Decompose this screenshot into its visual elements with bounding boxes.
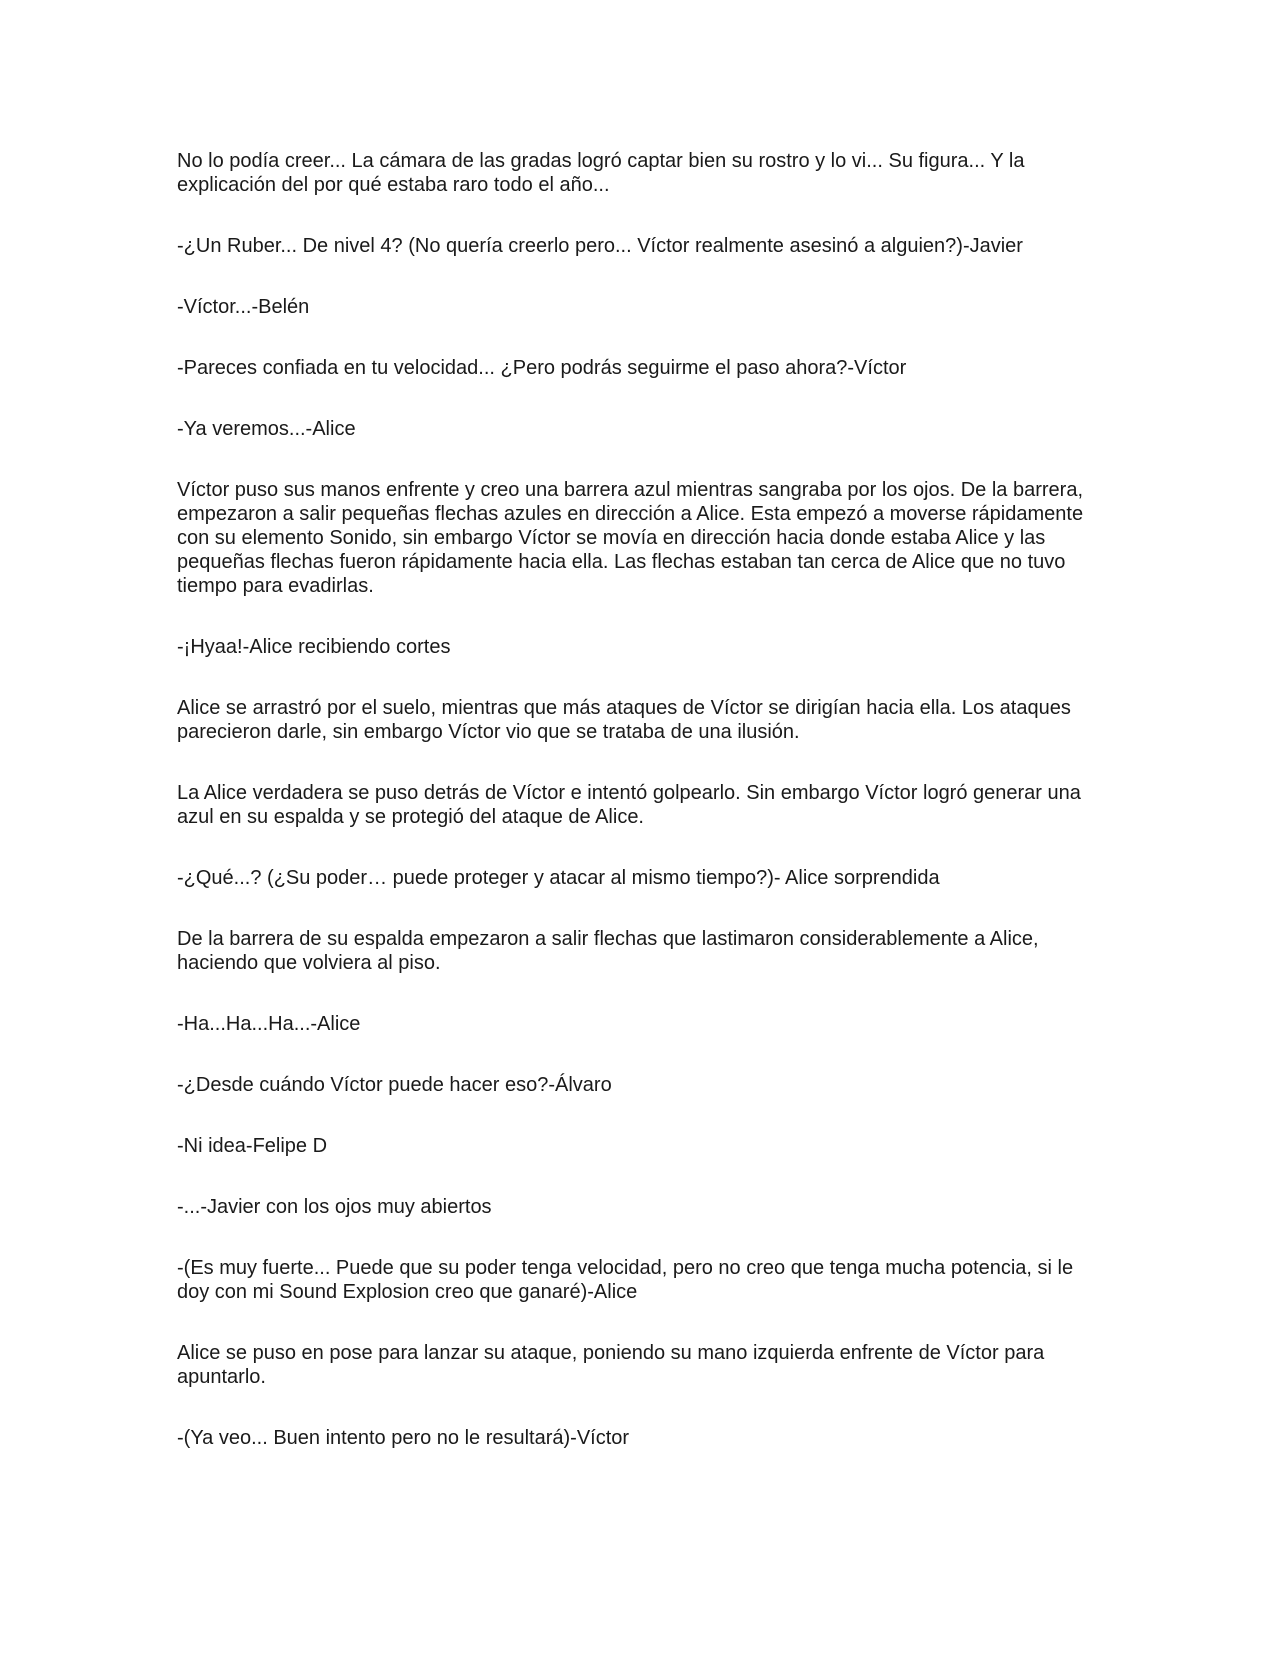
- paragraph: -Víctor...-Belén: [177, 296, 310, 318]
- paragraph: De la barrera de su espalda empezaron a salir flechas que lastimaron considerablemente a Alice, haciendo que volviera al piso.: [177, 928, 1039, 974]
- paragraph: -¿Un Ruber... De nivel 4? (No quería creerlo pero... Víctor realmente asesinó a alguien?)-Javier: [177, 235, 1023, 257]
- paragraph: -...-Javier con los ojos muy abiertos: [177, 1196, 492, 1218]
- paragraph: -¿Desde cuándo Víctor puede hacer eso?-Álvaro: [177, 1074, 612, 1096]
- paragraph: -¡Hyaa!-Alice recibiendo cortes: [177, 636, 451, 658]
- paragraph: Alice se puso en pose para lanzar su ataque, poniendo su mano izquierda enfrente de Víctor para apuntarlo.: [177, 1342, 1045, 1388]
- paragraph: -¿Qué...? (¿Su poder… puede proteger y atacar al mismo tiempo?)- Alice sorprendida: [177, 867, 940, 889]
- paragraph: Víctor puso sus manos enfrente y creo una barrera azul mientras sangraba por los ojos. De la barrera, empezaron a salir pequeñas flechas azules en dirección a Alice. Esta empezó a moverse rápidamente con su elemento Sonido, sin embargo Víctor se movía en dirección hacia donde estaba Alice y las pequeñas flechas fueron rápidamente hacia ella. Las flechas estaban tan cerca de Alice que no tuvo tiempo para evadirlas.: [177, 479, 1084, 597]
- paragraph: No lo podía creer... La cámara de las gradas logró captar bien su rostro y lo vi... Su figura... Y la explicación del por qué estaba raro todo el año...: [177, 150, 1025, 196]
- paragraph: -Ha...Ha...Ha...-Alice: [177, 1013, 361, 1035]
- paragraph: -(Es muy fuerte... Puede que su poder tenga velocidad, pero no creo que tenga mucha potencia, si le doy con mi Sound Explosion creo que ganaré)-Alice: [177, 1257, 1074, 1303]
- paragraph: Alice se arrastró por el suelo, mientras que más ataques de Víctor se dirigían hacia ella. Los ataques parecieron darle, sin embargo Víctor vio que se trataba de una ilusión.: [177, 697, 1071, 743]
- document-body: [177, 149, 1092, 1487]
- paragraph: -(Ya veo... Buen intento pero no le resultará)-Víctor: [177, 1427, 630, 1449]
- paragraph: -Ya veremos...-Alice: [177, 418, 356, 440]
- paragraph: -Pareces confiada en tu velocidad... ¿Pero podrás seguirme el paso ahora?-Víctor: [177, 357, 907, 379]
- paragraph: -Ni idea-Felipe D: [177, 1135, 328, 1157]
- paragraph: La Alice verdadera se puso detrás de Víctor e intentó golpearlo. Sin embargo Víctor logró generar una azul en su espalda y se protegió del ataque de Alice.: [177, 782, 1081, 828]
